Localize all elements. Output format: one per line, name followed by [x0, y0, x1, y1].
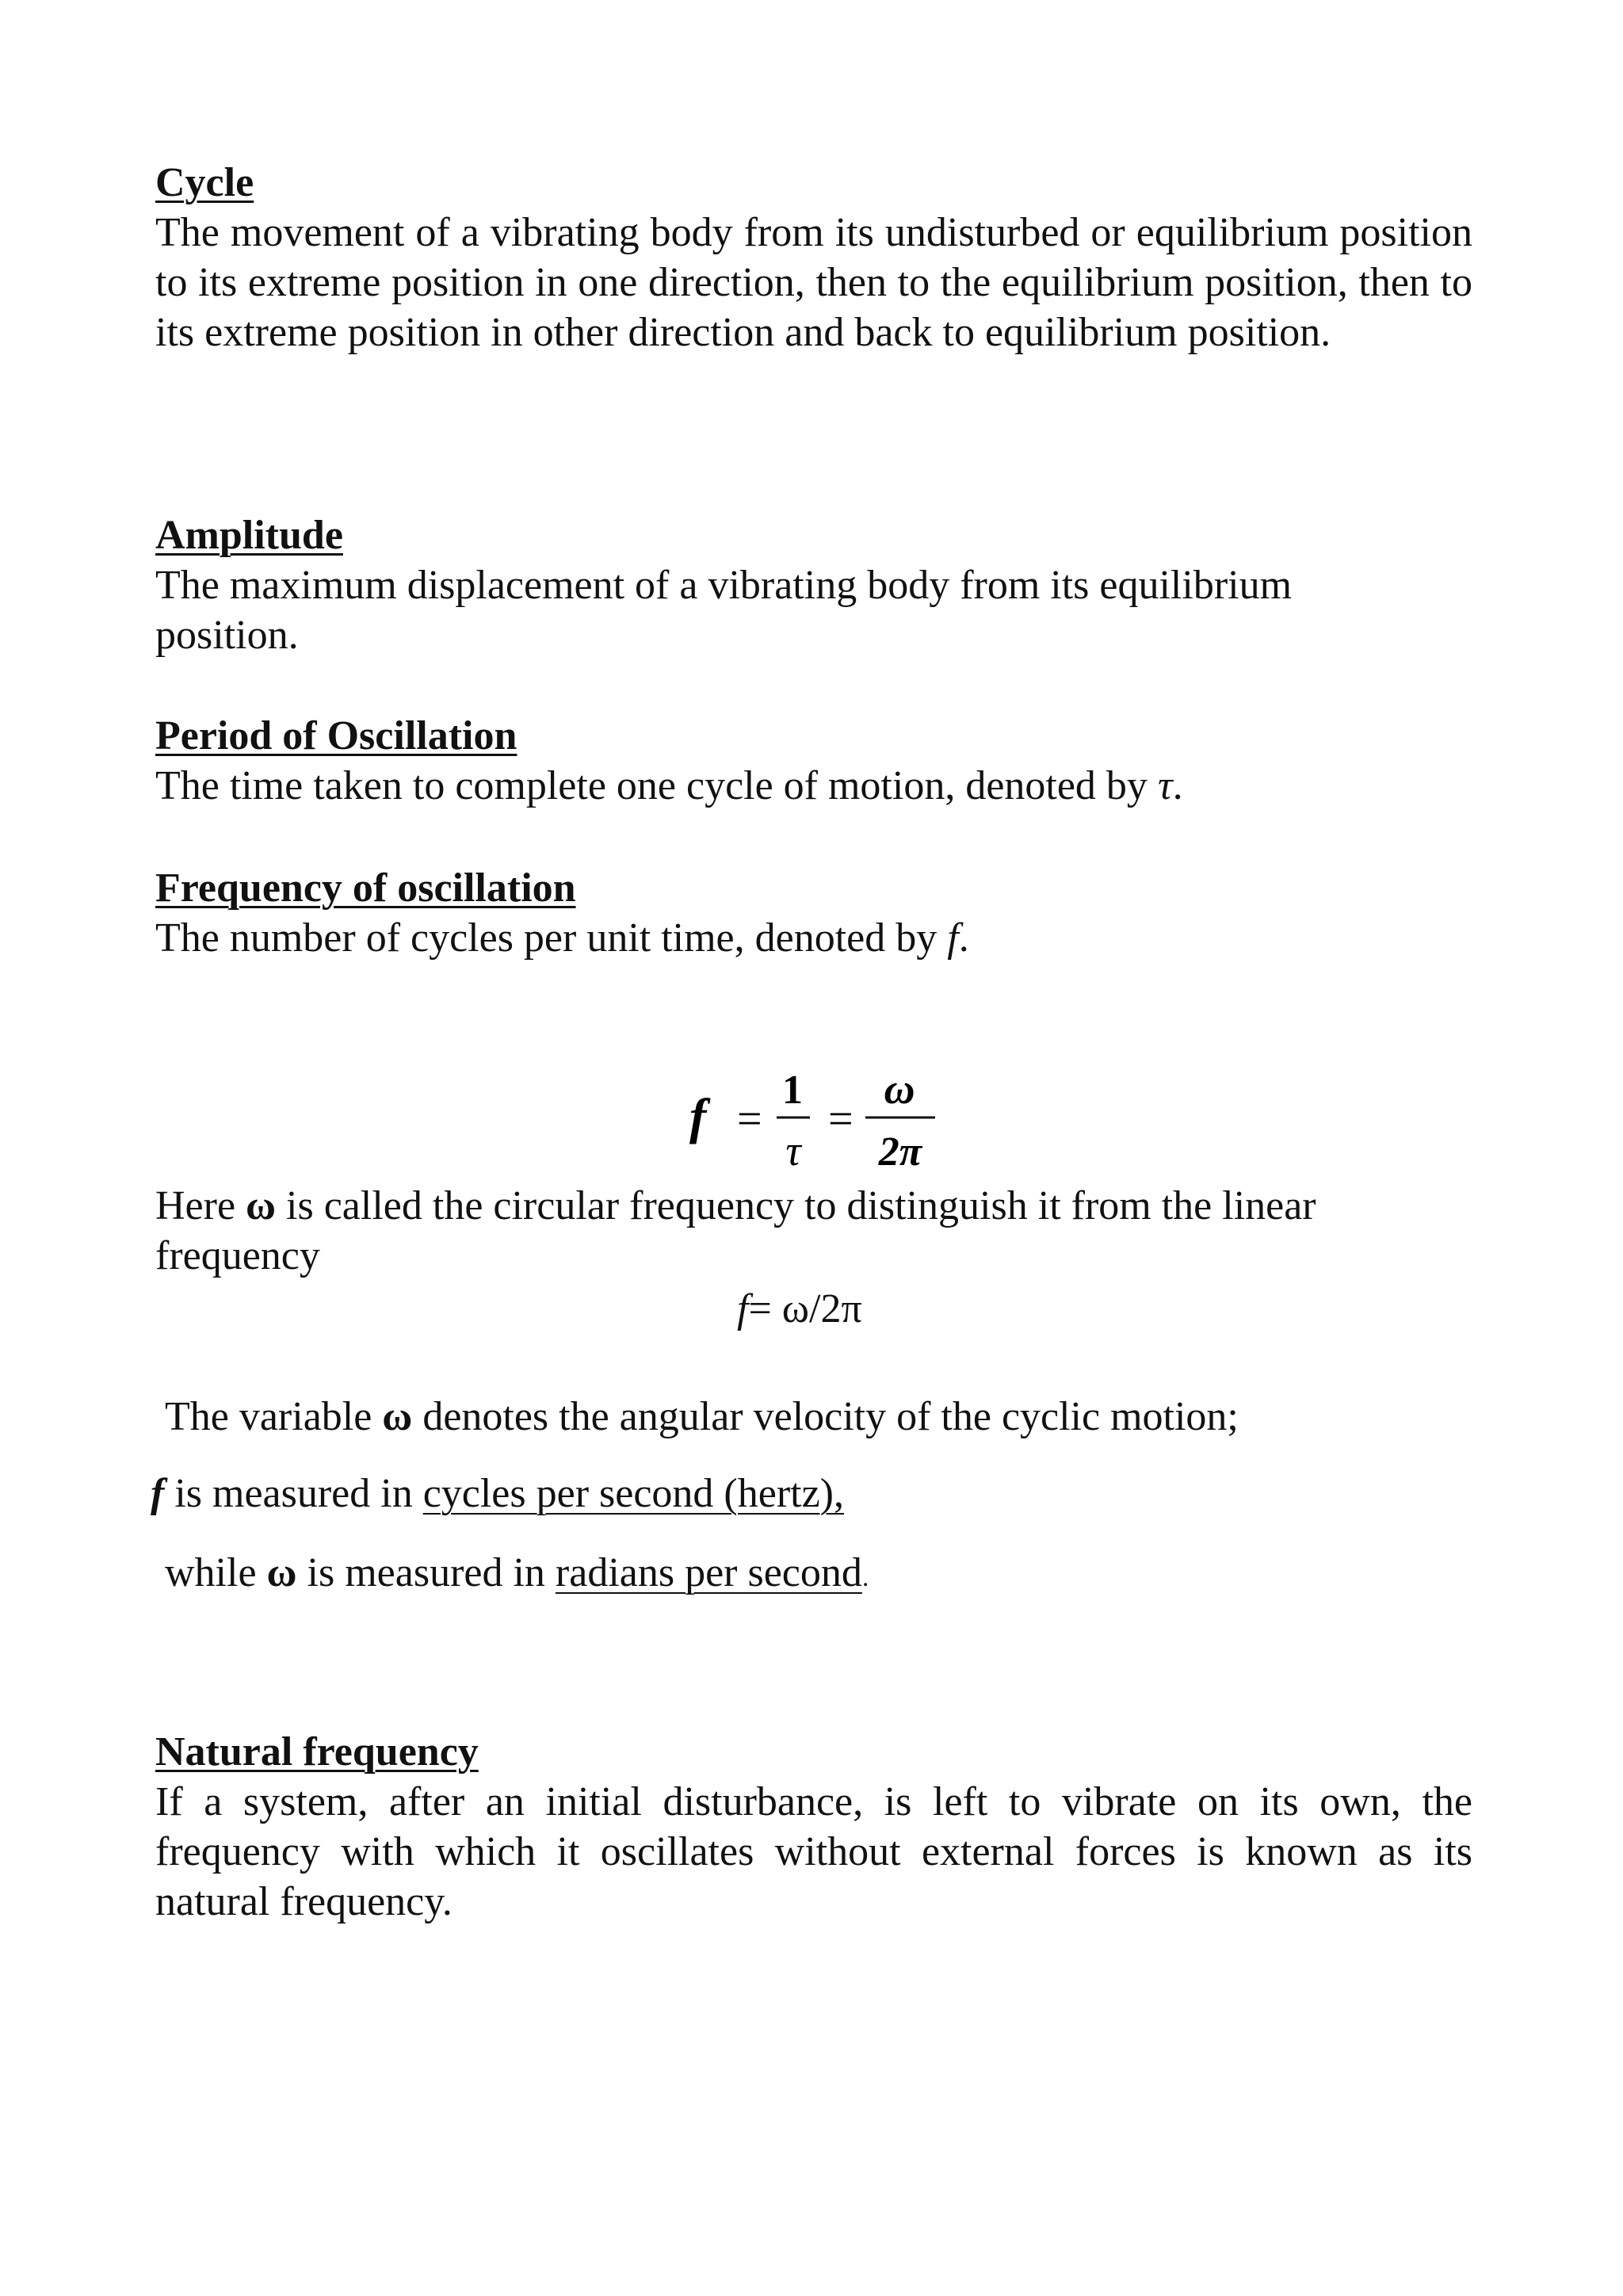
f-symbol-2: f	[151, 1471, 165, 1516]
circular-prefix: Here	[155, 1183, 246, 1228]
section-amplitude	[155, 511, 1472, 660]
paragraph-natural-frequency: If a system, after an initial disturbance, is left to vibrate on its own, the frequency with which it oscillates without external forces is known as its natural frequency.	[155, 1779, 1472, 1924]
frequency-formula	[682, 1062, 999, 1181]
circular-line-1	[155, 1181, 1472, 1231]
radians-prefix: while	[165, 1550, 267, 1595]
omega-symbol: ω	[246, 1183, 277, 1228]
radians-period: .	[861, 1563, 869, 1592]
tau-symbol: τ	[1157, 763, 1173, 808]
period-text: The time taken to complete one cycle of motion, denoted by	[155, 763, 1158, 808]
radians-line	[165, 1548, 1482, 1603]
radians-unit: radians per second	[555, 1550, 862, 1595]
paragraph-amplitude: The maximum displacement of a vibrating body from its equilibrium position.	[155, 563, 1293, 658]
hertz-line	[151, 1469, 1468, 1519]
period-period: .	[1172, 763, 1183, 808]
formula-frac2-numerator: ω	[884, 1065, 915, 1113]
radians-middle: is measured in	[296, 1550, 556, 1595]
circular-frequency-note	[155, 1181, 1472, 1281]
section-period	[155, 712, 1472, 811]
formula-frac1-denominator: τ	[785, 1127, 801, 1175]
hertz-text	[151, 1469, 1468, 1519]
section-cycle	[155, 159, 1472, 357]
inline-formula	[737, 1284, 862, 1334]
angular-prefix: The variable	[165, 1394, 383, 1439]
section-natural-frequency	[155, 1728, 1472, 1927]
heading-period: Period of Oscillation	[155, 713, 517, 758]
heading-natural-frequency: Natural frequency	[155, 1729, 479, 1775]
inline-formula-f: f	[737, 1286, 749, 1331]
omega-symbol-2: ω	[382, 1394, 413, 1439]
omega-symbol-3: ω	[266, 1550, 297, 1595]
frequency-period: .	[958, 915, 969, 961]
angular-suffix: denotes the angular velocity of the cyclic motion;	[412, 1394, 1239, 1439]
heading-frequency: Frequency of oscillation	[155, 865, 576, 911]
circular-line-2: frequency	[155, 1233, 320, 1278]
section-frequency	[155, 864, 1472, 963]
inline-formula-rest: = ω/2π	[748, 1286, 862, 1331]
radians-text	[165, 1548, 1482, 1603]
formula-frac1-numerator: 1	[782, 1068, 803, 1113]
formula-equals-1: =	[737, 1095, 762, 1144]
heading-amplitude: Amplitude	[155, 513, 343, 558]
f-symbol: f	[947, 915, 959, 961]
formula-svg	[682, 1062, 999, 1181]
paragraph-cycle: The movement of a vibrating body from its undisturbed or equilibrium position to its extreme position in one direction, then to the equilibrium position, then to its extreme position in other direction and back to equilibrium position.	[155, 210, 1472, 355]
angular-velocity-text	[165, 1392, 1482, 1442]
formula-f: f	[689, 1088, 707, 1144]
hertz-middle: is measured in	[164, 1471, 423, 1516]
paragraph-frequency	[155, 913, 1472, 963]
hertz-unit: cycles per second (hertz),	[422, 1471, 844, 1516]
paragraph-period	[155, 761, 1472, 811]
angular-velocity-line	[165, 1392, 1482, 1442]
formula-equals-2: =	[828, 1095, 854, 1144]
frequency-text: The number of cycles per unit time, denoted by	[155, 915, 948, 961]
heading-cycle: Cycle	[155, 160, 254, 205]
formula-frac2-denominator: 2π	[878, 1129, 922, 1175]
circular-suffix: is called the circular frequency to distinguish it from the linear	[276, 1183, 1316, 1228]
